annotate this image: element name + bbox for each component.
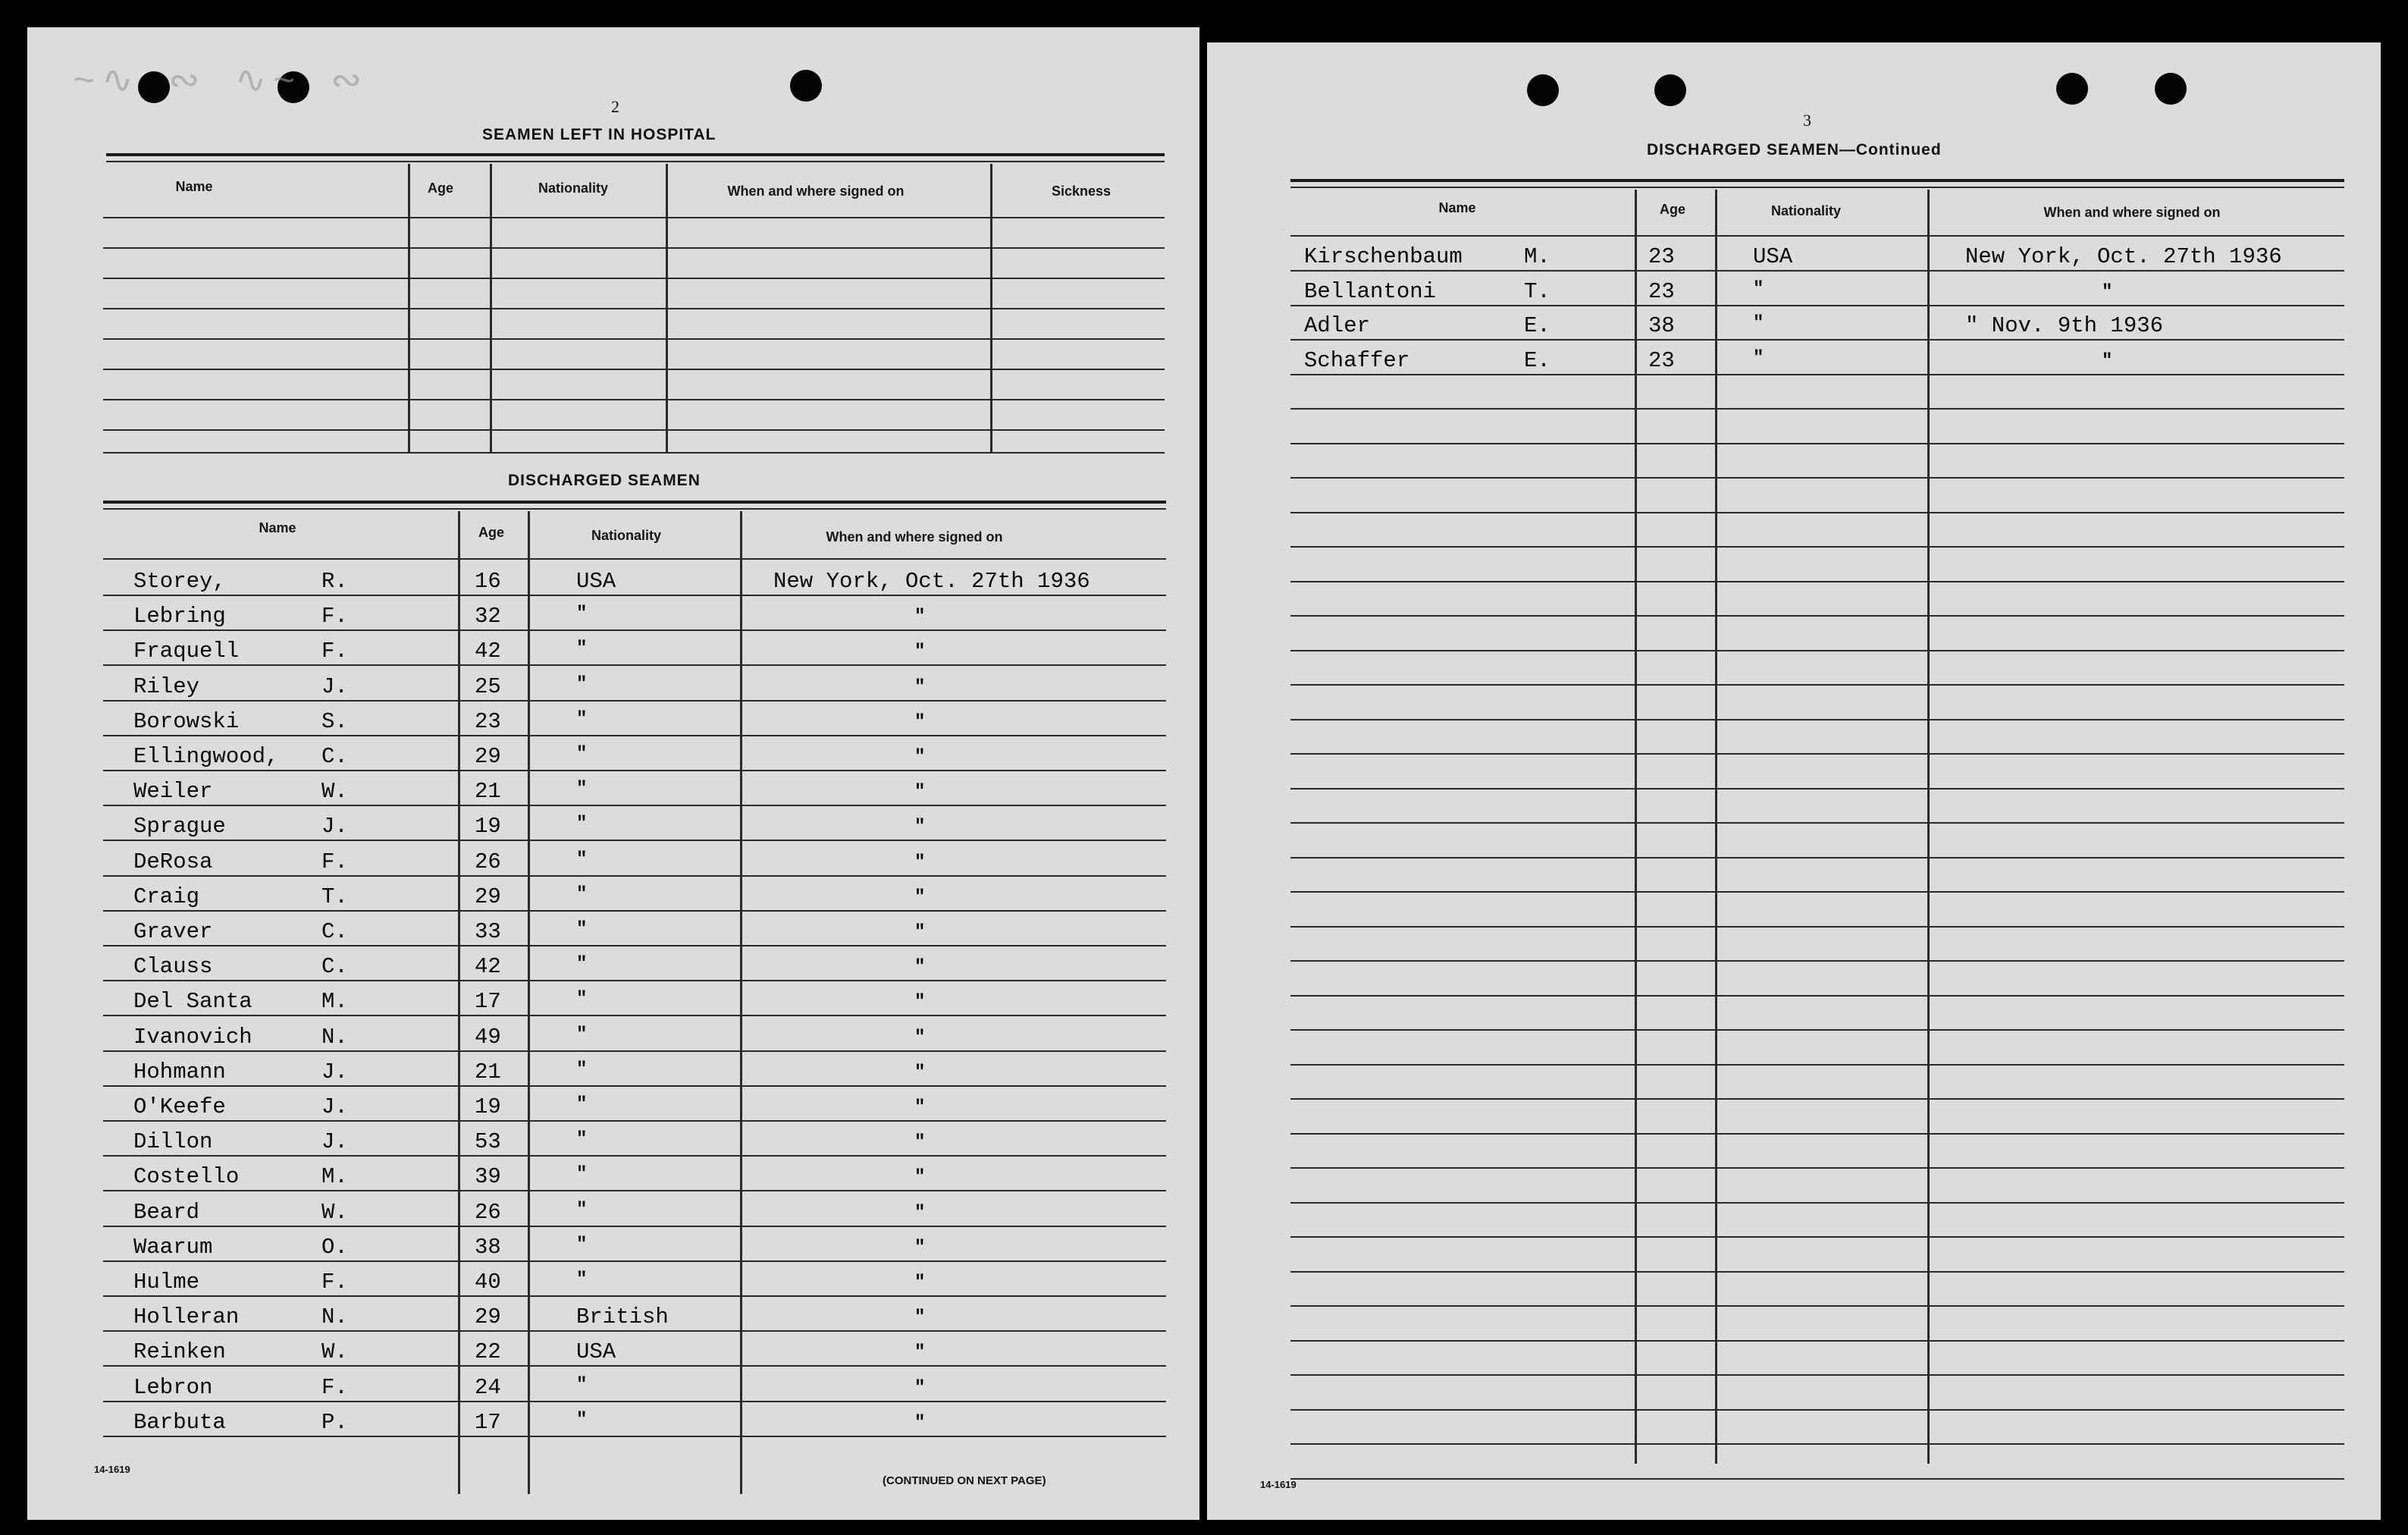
rule — [103, 501, 1166, 504]
rule — [103, 805, 1166, 806]
seaman-initial: F. — [321, 639, 348, 664]
rule — [1290, 305, 2344, 306]
rule — [103, 308, 1165, 309]
rule — [1290, 615, 2344, 617]
seaman-surname: Adler — [1304, 313, 1371, 338]
seaman-age: 21 — [475, 779, 501, 805]
rule — [1290, 512, 2344, 513]
rule — [1290, 1478, 2344, 1480]
rule — [528, 511, 530, 1494]
rule — [1290, 339, 2344, 341]
seaman-initial: P. — [321, 1409, 348, 1435]
seaman-signed-on: " — [914, 992, 926, 1013]
seaman-initial: C. — [321, 744, 348, 769]
rule — [103, 452, 1165, 454]
seaman-signed-on: " — [914, 1237, 926, 1258]
seaman-nationality: " — [576, 814, 588, 835]
seaman-signed-on: " — [914, 1097, 926, 1118]
rule — [106, 161, 1165, 162]
seaman-nationality: " — [576, 1129, 588, 1150]
seaman-age: 29 — [475, 884, 501, 909]
rule — [103, 700, 1166, 702]
rule — [103, 595, 1166, 596]
seaman-nationality: " — [576, 1374, 588, 1395]
rule — [1290, 822, 2344, 824]
rule — [1290, 270, 2344, 272]
seaman-initial: C. — [321, 954, 348, 980]
seaman-surname: Barbuta — [133, 1409, 226, 1435]
rule — [1290, 1374, 2344, 1376]
rule — [103, 770, 1166, 771]
seaman-surname: Borowski — [133, 708, 240, 734]
rule — [103, 508, 1166, 510]
seaman-signed-on: " — [914, 922, 926, 943]
rule — [408, 164, 410, 452]
col-signed-on: When and where signed on — [826, 529, 1003, 545]
rule — [103, 1295, 1166, 1297]
punch-hole — [790, 70, 822, 102]
rule — [103, 1436, 1166, 1437]
seaman-signed-on: " — [914, 711, 926, 733]
rule — [103, 840, 1166, 841]
seaman-surname: Riley — [133, 673, 200, 699]
col-name: Name — [259, 520, 296, 535]
seaman-signed-on: " — [914, 1027, 926, 1048]
rule — [103, 1226, 1166, 1227]
rule — [1290, 179, 2344, 182]
seaman-initial: F. — [321, 1374, 348, 1400]
rule — [103, 1330, 1166, 1332]
rule — [990, 164, 992, 452]
seaman-signed-on: " — [914, 852, 926, 873]
seaman-age: 17 — [475, 989, 501, 1015]
rule — [1290, 684, 2344, 686]
rule — [103, 1155, 1166, 1157]
seaman-surname: Dillon — [133, 1129, 213, 1155]
seaman-age: 25 — [475, 673, 501, 699]
col-name: Name — [1438, 200, 1476, 215]
seaman-nationality: " — [576, 1024, 588, 1045]
seaman-nationality: " — [576, 1270, 588, 1290]
seaman-age: 42 — [475, 639, 501, 664]
seaman-age: 22 — [475, 1339, 501, 1365]
rule — [1290, 960, 2344, 962]
seaman-signed-on: New York, Oct. 27th 1936 — [773, 569, 1090, 594]
seaman-age: 49 — [475, 1024, 501, 1050]
seaman-surname: Graver — [133, 919, 213, 944]
seaman-age: 17 — [475, 1409, 501, 1435]
right-page — [1207, 42, 2381, 1520]
seaman-signed-on: " — [2102, 350, 2113, 372]
seaman-nationality: " — [576, 1164, 588, 1185]
rule — [1290, 1133, 2344, 1135]
seaman-nationality: " — [576, 639, 588, 660]
rule — [103, 629, 1166, 631]
seaman-initial: C. — [321, 919, 348, 944]
hospital-title: SEAMEN LEFT IN HOSPITAL — [482, 126, 716, 143]
rule — [1290, 1340, 2344, 1342]
rule — [103, 1401, 1166, 1402]
seaman-initial: W. — [321, 1339, 348, 1365]
col-age: Age — [1659, 202, 1685, 217]
seaman-age: 23 — [1648, 278, 1675, 304]
col-age: Age — [427, 180, 453, 196]
col-nationality: Nationality — [1770, 203, 1841, 218]
discharged-title: DISCHARGED SEAMEN — [508, 472, 701, 489]
seaman-signed-on: " — [914, 1412, 926, 1433]
rule — [103, 1085, 1166, 1087]
seaman-age: 16 — [475, 569, 501, 594]
rule — [106, 153, 1165, 156]
col-nationality: Nationality — [538, 180, 608, 196]
seaman-nationality: " — [576, 1199, 588, 1220]
seaman-surname: Waarum — [133, 1234, 213, 1260]
rule — [103, 1015, 1166, 1016]
rule — [1290, 187, 2344, 188]
continued-note: (CONTINUED ON NEXT PAGE) — [883, 1474, 1046, 1487]
col-age: Age — [478, 525, 504, 540]
seaman-age: 39 — [475, 1164, 501, 1190]
seaman-initial: W. — [321, 779, 348, 805]
rule — [1290, 1443, 2344, 1445]
seaman-initial: F. — [321, 1270, 348, 1295]
rule — [1290, 788, 2344, 789]
rule — [1290, 719, 2344, 720]
seaman-age: 26 — [475, 849, 501, 874]
seaman-surname: Beard — [133, 1199, 200, 1225]
seaman-age: 23 — [1648, 347, 1675, 373]
col-sickness: Sickness — [1051, 184, 1112, 199]
seaman-initial: J. — [321, 1059, 348, 1085]
rule — [1290, 1271, 2344, 1273]
rule — [103, 369, 1165, 370]
seaman-surname: Clauss — [133, 954, 213, 980]
seaman-nationality: British — [576, 1304, 669, 1330]
rule — [103, 735, 1166, 736]
page-number: 3 — [1803, 111, 1811, 130]
seaman-nationality: " — [1753, 347, 1764, 369]
seaman-surname: Ellingwood, — [133, 744, 279, 769]
seaman-age: 24 — [475, 1374, 501, 1400]
rule — [1290, 1305, 2344, 1307]
seaman-nationality: USA — [576, 1339, 616, 1365]
seaman-age: 26 — [475, 1199, 501, 1225]
form-code: 14-1619 — [94, 1464, 130, 1475]
form-code: 14-1619 — [1260, 1479, 1296, 1490]
seaman-age: 33 — [475, 919, 501, 944]
rule — [103, 910, 1166, 912]
seaman-age: 32 — [475, 604, 501, 629]
seaman-nationality: " — [1753, 278, 1764, 300]
seaman-signed-on: " — [2102, 281, 2113, 303]
rule — [1290, 857, 2344, 859]
seaman-surname: Sprague — [133, 814, 226, 840]
seaman-surname: Hulme — [133, 1270, 200, 1295]
seaman-initial: O. — [321, 1234, 348, 1260]
seaman-surname: O'Keefe — [133, 1094, 226, 1119]
seaman-initial: T. — [1524, 278, 1550, 304]
seaman-initial: M. — [321, 1164, 348, 1190]
seaman-initial: E. — [1524, 313, 1550, 338]
seaman-initial: T. — [321, 884, 348, 909]
seaman-age: 29 — [475, 744, 501, 769]
seaman-nationality: USA — [1753, 244, 1793, 269]
rule — [1290, 581, 2344, 582]
seaman-surname: Schaffer — [1304, 347, 1410, 373]
rule — [1715, 190, 1717, 1464]
rule — [1290, 546, 2344, 548]
seaman-nationality: " — [576, 954, 588, 975]
seaman-nationality: " — [576, 673, 588, 695]
rule — [458, 511, 460, 1494]
seaman-signed-on: " — [914, 676, 926, 698]
seaman-nationality: " — [576, 989, 588, 1010]
seaman-surname: Weiler — [133, 779, 213, 805]
rule — [1290, 477, 2344, 479]
seaman-nationality: " — [576, 779, 588, 800]
col-nationality: Nationality — [591, 528, 661, 543]
seaman-initial: E. — [1524, 347, 1550, 373]
rule — [1290, 650, 2344, 651]
punch-hole — [2155, 73, 2187, 105]
seaman-nationality: " — [576, 1094, 588, 1115]
rule — [1290, 408, 2344, 410]
seaman-nationality: " — [576, 744, 588, 764]
seaman-initial: F. — [321, 849, 348, 874]
col-name: Name — [175, 179, 213, 194]
seaman-signed-on: " — [914, 1342, 926, 1364]
rule — [1290, 995, 2344, 997]
page-number: 2 — [611, 97, 619, 116]
seaman-surname: Hohmann — [133, 1059, 226, 1085]
rule — [1290, 1167, 2344, 1169]
discharged-continued-title: DISCHARGED SEAMEN—Continued — [1647, 141, 1942, 159]
seaman-signed-on: " — [914, 607, 926, 628]
seaman-nationality: USA — [576, 569, 616, 594]
seaman-age: 38 — [475, 1234, 501, 1260]
seaman-initial: S. — [321, 708, 348, 734]
seaman-age: 21 — [475, 1059, 501, 1085]
col-signed-on: When and where signed on — [727, 184, 905, 199]
seaman-surname: Kirschenbaum — [1304, 244, 1463, 269]
seaman-initial: J. — [321, 814, 348, 840]
seaman-age: 40 — [475, 1270, 501, 1295]
seaman-nationality: " — [576, 849, 588, 870]
seaman-signed-on: New York, Oct. 27th 1936 — [1965, 244, 2282, 269]
seaman-nationality: " — [576, 708, 588, 730]
rule — [1290, 1098, 2344, 1100]
seaman-initial: N. — [321, 1304, 348, 1330]
rule — [1290, 443, 2344, 444]
seaman-surname: Storey, — [133, 569, 226, 594]
rule — [1290, 374, 2344, 375]
seaman-age: 42 — [475, 954, 501, 980]
seaman-signed-on: " Nov. 9th 1936 — [1965, 313, 2164, 338]
seaman-surname: Reinken — [133, 1339, 226, 1365]
seaman-nationality: " — [576, 1409, 588, 1430]
seaman-initial: W. — [321, 1199, 348, 1225]
rule — [666, 164, 668, 452]
rule — [1290, 1409, 2344, 1411]
rule — [1290, 891, 2344, 893]
rule — [1927, 190, 1930, 1464]
seaman-surname: Del Santa — [133, 989, 252, 1015]
seaman-initial: J. — [321, 1094, 348, 1119]
rule — [103, 664, 1166, 666]
rule — [1290, 235, 2344, 237]
seaman-age: 19 — [475, 1094, 501, 1119]
rule — [103, 399, 1165, 400]
rule — [1635, 190, 1637, 1464]
seaman-signed-on: " — [914, 782, 926, 803]
seaman-surname: Fraquell — [133, 639, 240, 664]
seaman-signed-on: " — [914, 1307, 926, 1329]
seaman-signed-on: " — [914, 1273, 926, 1293]
seaman-surname: Ivanovich — [133, 1024, 252, 1050]
seaman-signed-on: " — [914, 747, 926, 768]
seaman-nationality: " — [576, 1059, 588, 1080]
rule — [103, 429, 1165, 431]
rule — [103, 875, 1166, 877]
col-signed-on: When and where signed on — [2043, 205, 2221, 220]
seaman-signed-on: " — [914, 817, 926, 838]
faded-marks: ~∿ ∾ ∿~ ∾ — [73, 61, 368, 105]
seaman-signed-on: " — [914, 957, 926, 978]
rule — [103, 558, 1166, 560]
rule — [103, 247, 1165, 249]
rule — [103, 278, 1165, 279]
seaman-nationality: " — [576, 884, 588, 905]
rule — [1290, 1064, 2344, 1066]
seaman-initial: J. — [321, 1129, 348, 1155]
seaman-initial: N. — [321, 1024, 348, 1050]
rule — [1290, 1236, 2344, 1238]
seaman-nationality: " — [576, 1234, 588, 1255]
rule — [103, 1190, 1166, 1191]
seaman-age: 53 — [475, 1129, 501, 1155]
seaman-nationality: " — [576, 604, 588, 625]
seaman-signed-on: " — [914, 1132, 926, 1154]
punch-hole — [2056, 73, 2088, 105]
rule — [103, 945, 1166, 946]
seaman-age: 23 — [475, 708, 501, 734]
seaman-signed-on: " — [914, 1062, 926, 1083]
seaman-surname: Lebron — [133, 1374, 213, 1400]
seaman-initial: J. — [321, 673, 348, 699]
seaman-surname: Craig — [133, 884, 200, 909]
seaman-signed-on: " — [914, 887, 926, 908]
rule — [1290, 926, 2344, 928]
rule — [103, 1120, 1166, 1122]
seaman-age: 19 — [475, 814, 501, 840]
rule — [103, 217, 1165, 218]
seaman-surname: Bellantoni — [1304, 278, 1437, 304]
rule — [1290, 753, 2344, 755]
rule — [103, 1260, 1166, 1262]
punch-hole — [1527, 74, 1559, 106]
seaman-signed-on: " — [914, 1202, 926, 1223]
seaman-surname: Costello — [133, 1164, 240, 1190]
seaman-nationality: " — [1753, 313, 1764, 334]
rule — [103, 980, 1166, 981]
seaman-nationality: " — [576, 919, 588, 940]
seaman-age: 29 — [475, 1304, 501, 1330]
seaman-surname: DeRosa — [133, 849, 213, 874]
seaman-surname: Holleran — [133, 1304, 240, 1330]
left-page — [27, 27, 1199, 1520]
seaman-initial: M. — [1524, 244, 1550, 269]
seaman-initial: R. — [321, 569, 348, 594]
rule — [103, 1050, 1166, 1052]
rule — [103, 338, 1165, 340]
seaman-signed-on: " — [914, 642, 926, 663]
seaman-age: 38 — [1648, 313, 1675, 338]
seaman-signed-on: " — [914, 1377, 926, 1398]
seaman-age: 23 — [1648, 244, 1675, 269]
rule — [740, 511, 742, 1494]
seaman-signed-on: " — [914, 1167, 926, 1188]
rule — [103, 1365, 1166, 1367]
rule — [1290, 1202, 2344, 1204]
seaman-initial: F. — [321, 604, 348, 629]
seaman-surname: Lebring — [133, 604, 226, 629]
seaman-initial: M. — [321, 989, 348, 1015]
punch-hole — [1654, 74, 1686, 106]
rule — [490, 164, 492, 452]
rule — [1290, 1029, 2344, 1031]
